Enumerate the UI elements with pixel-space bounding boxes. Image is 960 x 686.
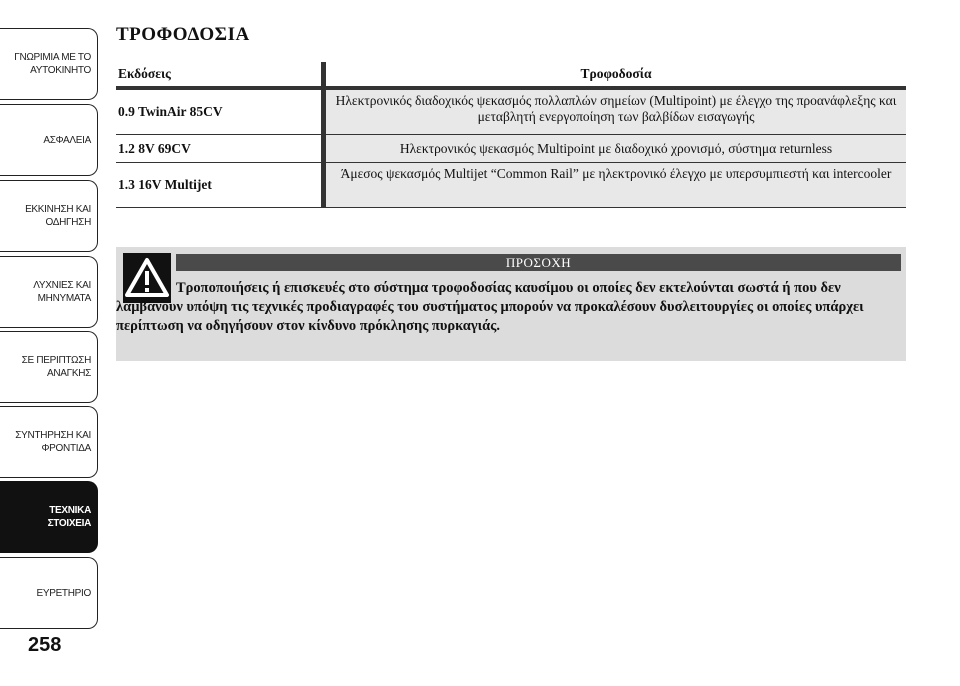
version-cell: 1.2 8V 69CV <box>116 135 326 162</box>
column-header-fuel-supply: Τροφοδοσία <box>326 62 906 86</box>
tab-technical-data[interactable]: ΤΕΧΝΙΚΑ ΣΤΟΙΧΕΙΑ <box>0 481 98 553</box>
table-row <box>116 163 906 208</box>
version-cell: 0.9 TwinAir 85CV <box>116 90 326 134</box>
table-row <box>116 90 906 135</box>
table-header-row <box>116 62 906 90</box>
tab-index[interactable]: ΕΥΡΕΤΗΡΙΟ <box>0 557 98 629</box>
tab-getting-to-know[interactable]: ΓΝΩΡΙΜΙΑ ΜΕ ΤΟ ΑΥΤΟΚΙΝΗΤΟ <box>0 28 98 100</box>
fuel-system-table <box>116 62 906 208</box>
tab-warning-lights[interactable]: ΛΥΧΝΙΕΣ ΚΑΙ ΜΗΝΥΜΑΤΑ <box>0 256 98 328</box>
warning-text: Τροποποιήσεις ή επισκευές στο σύστημα τροφοδοσίας καυσίμου οι οποίες δεν εκτελούνται σωστά ή που δεν λαμβάνουν υπόψη τις τεχνικές προδιαγραφές του συστήματος μπορούν να προκαλέσουν δυσλειτουργίες οι οποίες υπάρχει περίπτωση να οδηγήσουν στον κίνδυνο πρόκλησης πυρκαγιάς. <box>116 280 864 334</box>
fuel-supply-cell: Ηλεκτρονικός ψεκασμός Multipoint με διαδοχικό χρονισμό, σύστημα returnless <box>326 135 906 162</box>
tab-maintenance[interactable]: ΣΥΝΤΗΡΗΣΗ ΚΑΙ ΦΡΟΝΤΙΔΑ <box>0 406 98 478</box>
page-number: 258 <box>28 634 62 656</box>
section-title: ΤΡΟΦΟΔΟΣΙΑ <box>116 24 250 45</box>
tab-emergency[interactable]: ΣΕ ΠΕΡΙΠΤΩΣΗ ΑΝΑΓΚΗΣ <box>0 331 98 403</box>
version-cell: 1.3 16V Multijet <box>116 163 326 207</box>
tab-safety[interactable]: ΑΣΦΑΛΕΙΑ <box>0 104 98 176</box>
warning-box <box>116 247 906 361</box>
column-header-versions: Εκδόσεις <box>116 62 326 86</box>
warning-heading: ΠΡΟΣΟΧΗ <box>176 254 901 271</box>
tab-starting-driving[interactable]: ΕΚΚΙΝΗΣΗ ΚΑΙ ΟΔΗΓΗΣΗ <box>0 180 98 252</box>
fuel-supply-cell: Άμεσος ψεκασμός Multijet “Common Rail” με ηλεκτρονικό έλεγχο με υπερσυμπιεστή και intercooler <box>326 163 906 207</box>
fuel-supply-cell: Ηλεκτρονικός διαδοχικός ψεκασμός πολλαπλών σημείων (Multipoint) με έλεγχο της προανάφλεξης και μεταβλητή ενεργοποίηση των βαλβίδων εισαγωγής <box>326 90 906 134</box>
table-row <box>116 135 906 163</box>
